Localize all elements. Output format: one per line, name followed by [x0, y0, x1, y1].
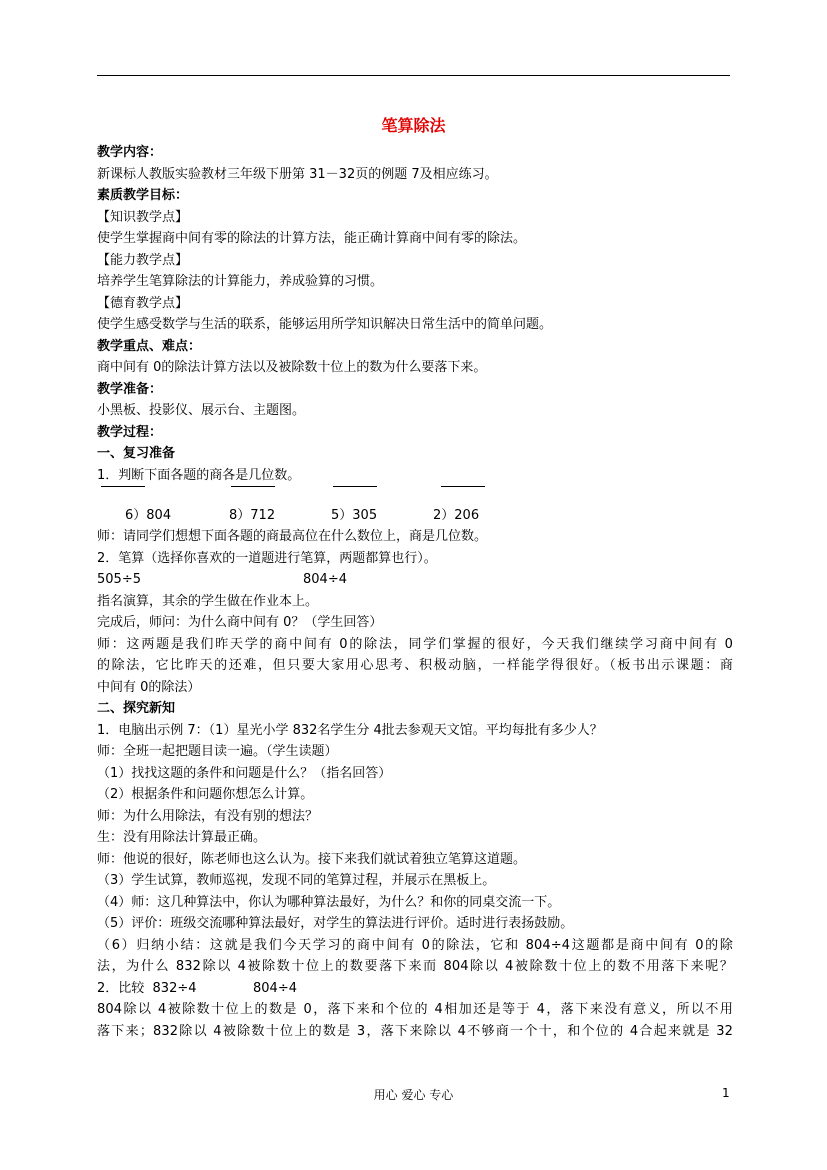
- compare-label: 2．比较 832÷4: [97, 980, 197, 996]
- paragraph: 师：为什么用除法，有没有别的想法？: [97, 808, 319, 824]
- expression: 505÷5: [97, 572, 141, 587]
- division-bar: [333, 486, 377, 487]
- division-problems: [97, 505, 733, 526]
- division-problem: 5）305: [331, 508, 378, 523]
- paragraph: （3）学生试算，教师巡视，发现不同的笔算过程，并展示在黑板上。: [97, 873, 496, 888]
- paragraph: 法，为什么 832除以 4被除数十位上的数要落下来而 804除以 4被除数十位上的数不用落下来呢？: [97, 959, 733, 974]
- heading-preparation: 教学准备：: [97, 381, 163, 397]
- division-bar: [101, 486, 145, 487]
- page-title: 笔算除法: [381, 116, 446, 135]
- page-number: 1: [722, 1086, 730, 1100]
- compare-row: [97, 978, 733, 1000]
- paragraph: 使学生掌握商中间有零的除法的计算方法，能正确计算商中间有零的除法。: [97, 231, 527, 246]
- paragraph: 师：这两题是我们昨天学的商中间有 0的除法，同学们掌握的很好，今天我们继续学习商中间有 0: [97, 636, 733, 652]
- division-bar: [441, 486, 485, 487]
- paragraph: 指名演算，其余的学生做在作业本上。: [97, 593, 319, 609]
- expressions: [97, 569, 733, 591]
- paragraph: （5）评价：班级交流哪种算法最好，对学生的算法进行评价。适时进行表扬鼓励。: [97, 916, 574, 931]
- heading-process: 教学过程：: [97, 424, 163, 440]
- paragraph: 商中间有 0的除法计算方法以及被除数十位上的数为什么要落下来。: [97, 360, 487, 375]
- paragraph: 804除以 4被除数十位上的数是 0，落下来和个位的 4相加还是等于 4，落下来没有意义，所以不用: [97, 1002, 733, 1017]
- question-1: 1．判断下面各题的商各是几位数。: [97, 467, 301, 483]
- paragraph: 师：请同学们想想下面各题的商最高位在什么数位上，商是几位数。: [97, 529, 488, 544]
- expression: 804÷4: [303, 572, 347, 587]
- section-review: 一、复习准备: [97, 446, 176, 461]
- paragraph: （4）师：这几种算法中，你认为哪种算法最好，为什么？和你的同桌交流一下。: [97, 894, 561, 910]
- heading-key-points: 教学重点、难点：: [97, 338, 202, 354]
- paragraph: 中间有 0的除法）: [97, 679, 201, 695]
- paragraph: 的除法，它比昨天的还难，但只要大家用心思考、积极动脑，一样能学得很好。（板书出示课题：商: [97, 658, 733, 673]
- paragraph: 培养学生笔算除法的计算能力，养成验算的习惯。: [97, 274, 384, 289]
- expression: 804÷4: [253, 980, 297, 996]
- page-footer: 用心 爱心 专心: [373, 1088, 454, 1102]
- heading-teaching-content: 教学内容：: [97, 145, 163, 160]
- paragraph: 新课标人教版实验教材三年级下册第 31－32页的例题 7及相应练习。: [97, 166, 498, 182]
- division-problem: 2）206: [433, 508, 480, 523]
- division-problem: 6）804: [125, 508, 172, 523]
- division-bar: [231, 486, 275, 487]
- section-explore: 二、探究新知: [97, 701, 176, 716]
- paragraph: 使学生感受数学与生活的联系，能够运用所学知识解决日常生活中的简单问题。: [97, 317, 553, 332]
- paragraph: 落下来；832除以 4被除数十位上的数是 3，落下来除以 4不够商一个十，和个位的 4合起来就是 32: [97, 1023, 733, 1039]
- paragraph: 完成后，师问：为什么商中间有 0？（学生回答）: [97, 615, 383, 630]
- heading-goals: 素质教学目标：: [97, 188, 189, 203]
- knowledge-label: 【知识教学点】: [97, 209, 189, 225]
- paragraph: （6）归纳小结：这就是我们今天学习的商中间有 0的除法，它和 804÷4这题都是商中间有 0的除: [97, 937, 733, 953]
- paragraph: 师：全班一起把题目读一遍。（学生读题）: [97, 744, 338, 759]
- paragraph: 小黑板、投影仪、展示台、主题图。: [97, 403, 306, 418]
- division-problem: 8）712: [229, 508, 276, 523]
- document-body: [97, 142, 733, 1042]
- paragraph: 师：他说的很好，陈老师也这么认为。接下来我们就试着独立笔算这道题。: [97, 851, 527, 867]
- paragraph: （2）根据条件和问题你想怎么计算。: [97, 787, 314, 802]
- division-bars: [97, 486, 733, 505]
- ability-label: 【能力教学点】: [97, 252, 189, 268]
- header-rule: [97, 75, 730, 76]
- moral-label: 【德育教学点】: [97, 295, 189, 311]
- paragraph: 1．电脑出示例 7：（1）星光小学 832名学生分 4批去参观天文馆。平均每批有多少人？: [97, 722, 603, 738]
- question-2: 2．笔算（选择你喜欢的一道题进行笔算，两题都算也行）。: [97, 550, 437, 566]
- paragraph: （1）找找这题的条件和问题是什么？（指名回答）: [97, 765, 392, 781]
- paragraph: 生：没有用除法计算最正确。: [97, 830, 267, 845]
